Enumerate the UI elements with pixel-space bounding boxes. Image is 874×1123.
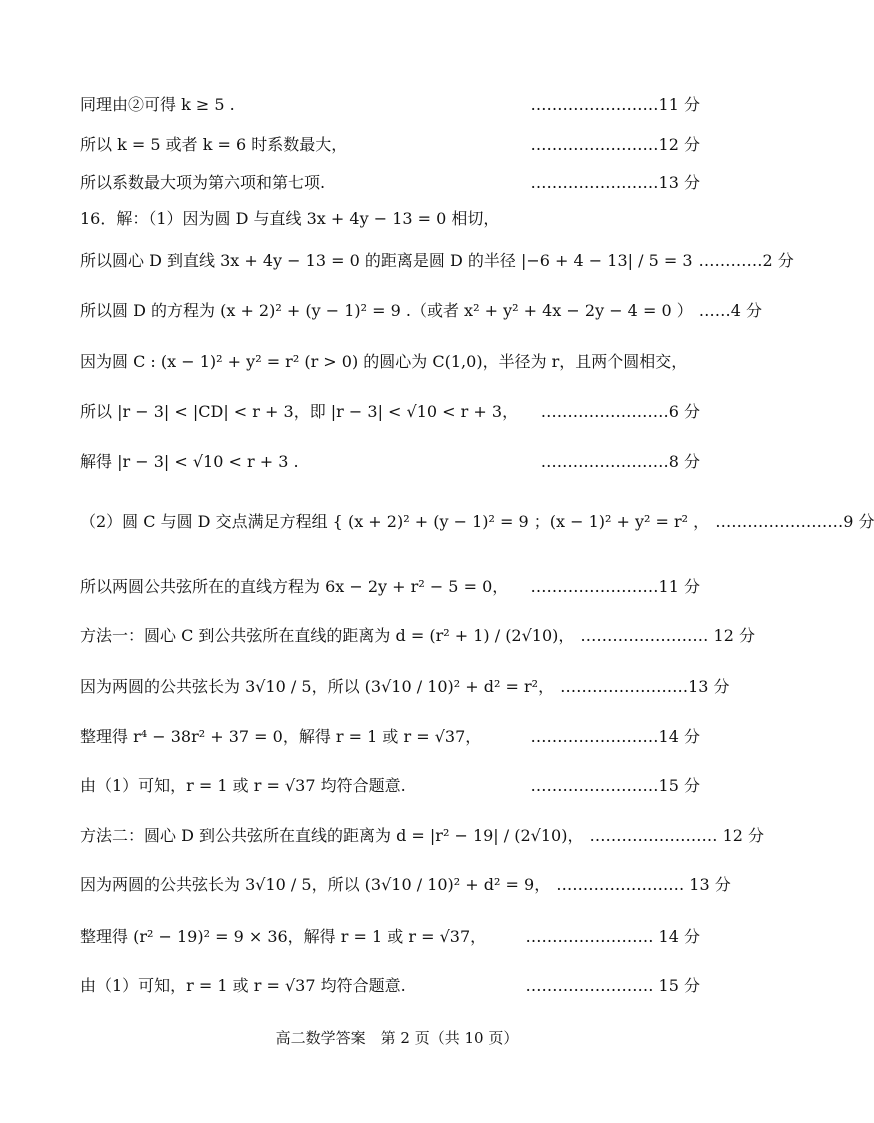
line-text: 整理得 r⁴ − 38r² + 37 = 0，解得 r = 1 或 r = √37， (80, 726, 482, 746)
problem-16-heading (80, 200, 700, 234)
line-text: 由（1）可知，r = 1 或 r = √37 均符合题意. (80, 775, 406, 795)
score-mark: ……………………9 分 (715, 511, 874, 531)
page-footer: 高二数学答案 第 2 页（共 10 页） (275, 1028, 519, 1047)
solution-line (80, 393, 700, 427)
score-mark: ……………………13 分 (530, 172, 700, 192)
solution-line (80, 718, 700, 752)
solution-line (80, 568, 700, 602)
solution-line (80, 86, 700, 120)
score-mark: ……………………8 分 (540, 451, 700, 471)
line-text: 方法二：圆心 D 到公共弦所在直线的距离为 d = |r² − 19| / (2√10)， (80, 825, 584, 845)
solution-line (80, 866, 731, 900)
line-text: 所以圆 D 的方程为 (x + 2)² + (y − 1)² = 9 .（或者 x² + y² + 4x − 2y − 4 = 0 ） (80, 300, 693, 320)
line-text: 所以系数最大项为第六项和第七项. (80, 172, 326, 192)
score-mark: …………………… 12 分 (589, 825, 765, 845)
score-mark: …………………… 15 分 (525, 975, 700, 995)
solution-line (80, 242, 794, 276)
line-text: 因为圆 C : (x − 1)² + y² = r² (r > 0) 的圆心为 C(1,0)，半径为 r，且两个圆相交， (80, 351, 688, 371)
score-mark: ……………………14 分 (530, 726, 700, 746)
score-mark: …………………… 13 分 (556, 874, 731, 894)
solution-line (80, 668, 730, 702)
line-text: 所以两圆公共弦所在的直线方程为 6x − 2y + r² − 5 = 0， (80, 576, 509, 596)
solution-line (80, 343, 700, 377)
score-mark: ……………………12 分 (530, 134, 700, 154)
line-text: 因为两圆的公共弦长为 3√10 / 5，所以 (3√10 / 10)² + d² = 9， (80, 874, 551, 894)
score-mark: ……………………11 分 (530, 94, 700, 114)
line-text: （2）圆 C 与圆 D 交点满足方程组 { (x + 2)² + (y − 1)² = 9 ；(x − 1)² + y² = r² ， (80, 511, 710, 531)
score-mark: …………2 分 (698, 250, 794, 270)
line-text: 由（1）可知，r = 1 或 r = √37 均符合题意. (80, 975, 406, 995)
solution-line (80, 767, 700, 801)
line-text: 整理得 (r² − 19)² = 9 × 36，解得 r = 1 或 r = √37， (80, 926, 487, 946)
score-mark: ……4 分 (698, 300, 762, 320)
line-text: 所以圆心 D 到直线 3x + 4y − 13 = 0 的距离是圆 D 的半径 |−6 + 4 − 13| / 5 = 3 (80, 250, 693, 270)
method-2-line (80, 817, 765, 851)
line-text: 所以 |r − 3| < |CD| < r + 3，即 |r − 3| < √10 < r + 3， (80, 401, 519, 421)
solution-line (80, 126, 700, 160)
score-mark: ……………………13 分 (560, 676, 730, 696)
line-text: 所以 k = 5 或者 k = 6 时系数最大， (80, 134, 348, 154)
line-text: 16．解：（1）因为圆 D 与直线 3x + 4y − 13 = 0 相切， (80, 208, 500, 228)
score-mark: ……………………6 分 (540, 401, 700, 421)
solution-line (80, 164, 700, 198)
score-mark: ……………………11 分 (530, 576, 700, 596)
solution-line (80, 292, 762, 326)
solution-line (80, 967, 700, 1001)
solution-line (80, 918, 700, 952)
line-text: 方法一：圆心 C 到公共弦所在直线的距离为 d = (r² + 1) / (2√10)， (80, 625, 575, 645)
line-text: 同理由②可得 k ≥ 5 . (80, 94, 235, 114)
score-mark: ……………………15 分 (530, 775, 700, 795)
problem-16-part-2 (80, 503, 874, 537)
score-mark: …………………… 12 分 (580, 625, 755, 645)
method-1-line (80, 617, 755, 651)
solution-line (80, 443, 700, 477)
score-mark: …………………… 14 分 (525, 926, 700, 946)
line-text: 解得 |r − 3| < √10 < r + 3 . (80, 451, 299, 471)
line-text: 因为两圆的公共弦长为 3√10 / 5，所以 (3√10 / 10)² + d² = r²， (80, 676, 555, 696)
